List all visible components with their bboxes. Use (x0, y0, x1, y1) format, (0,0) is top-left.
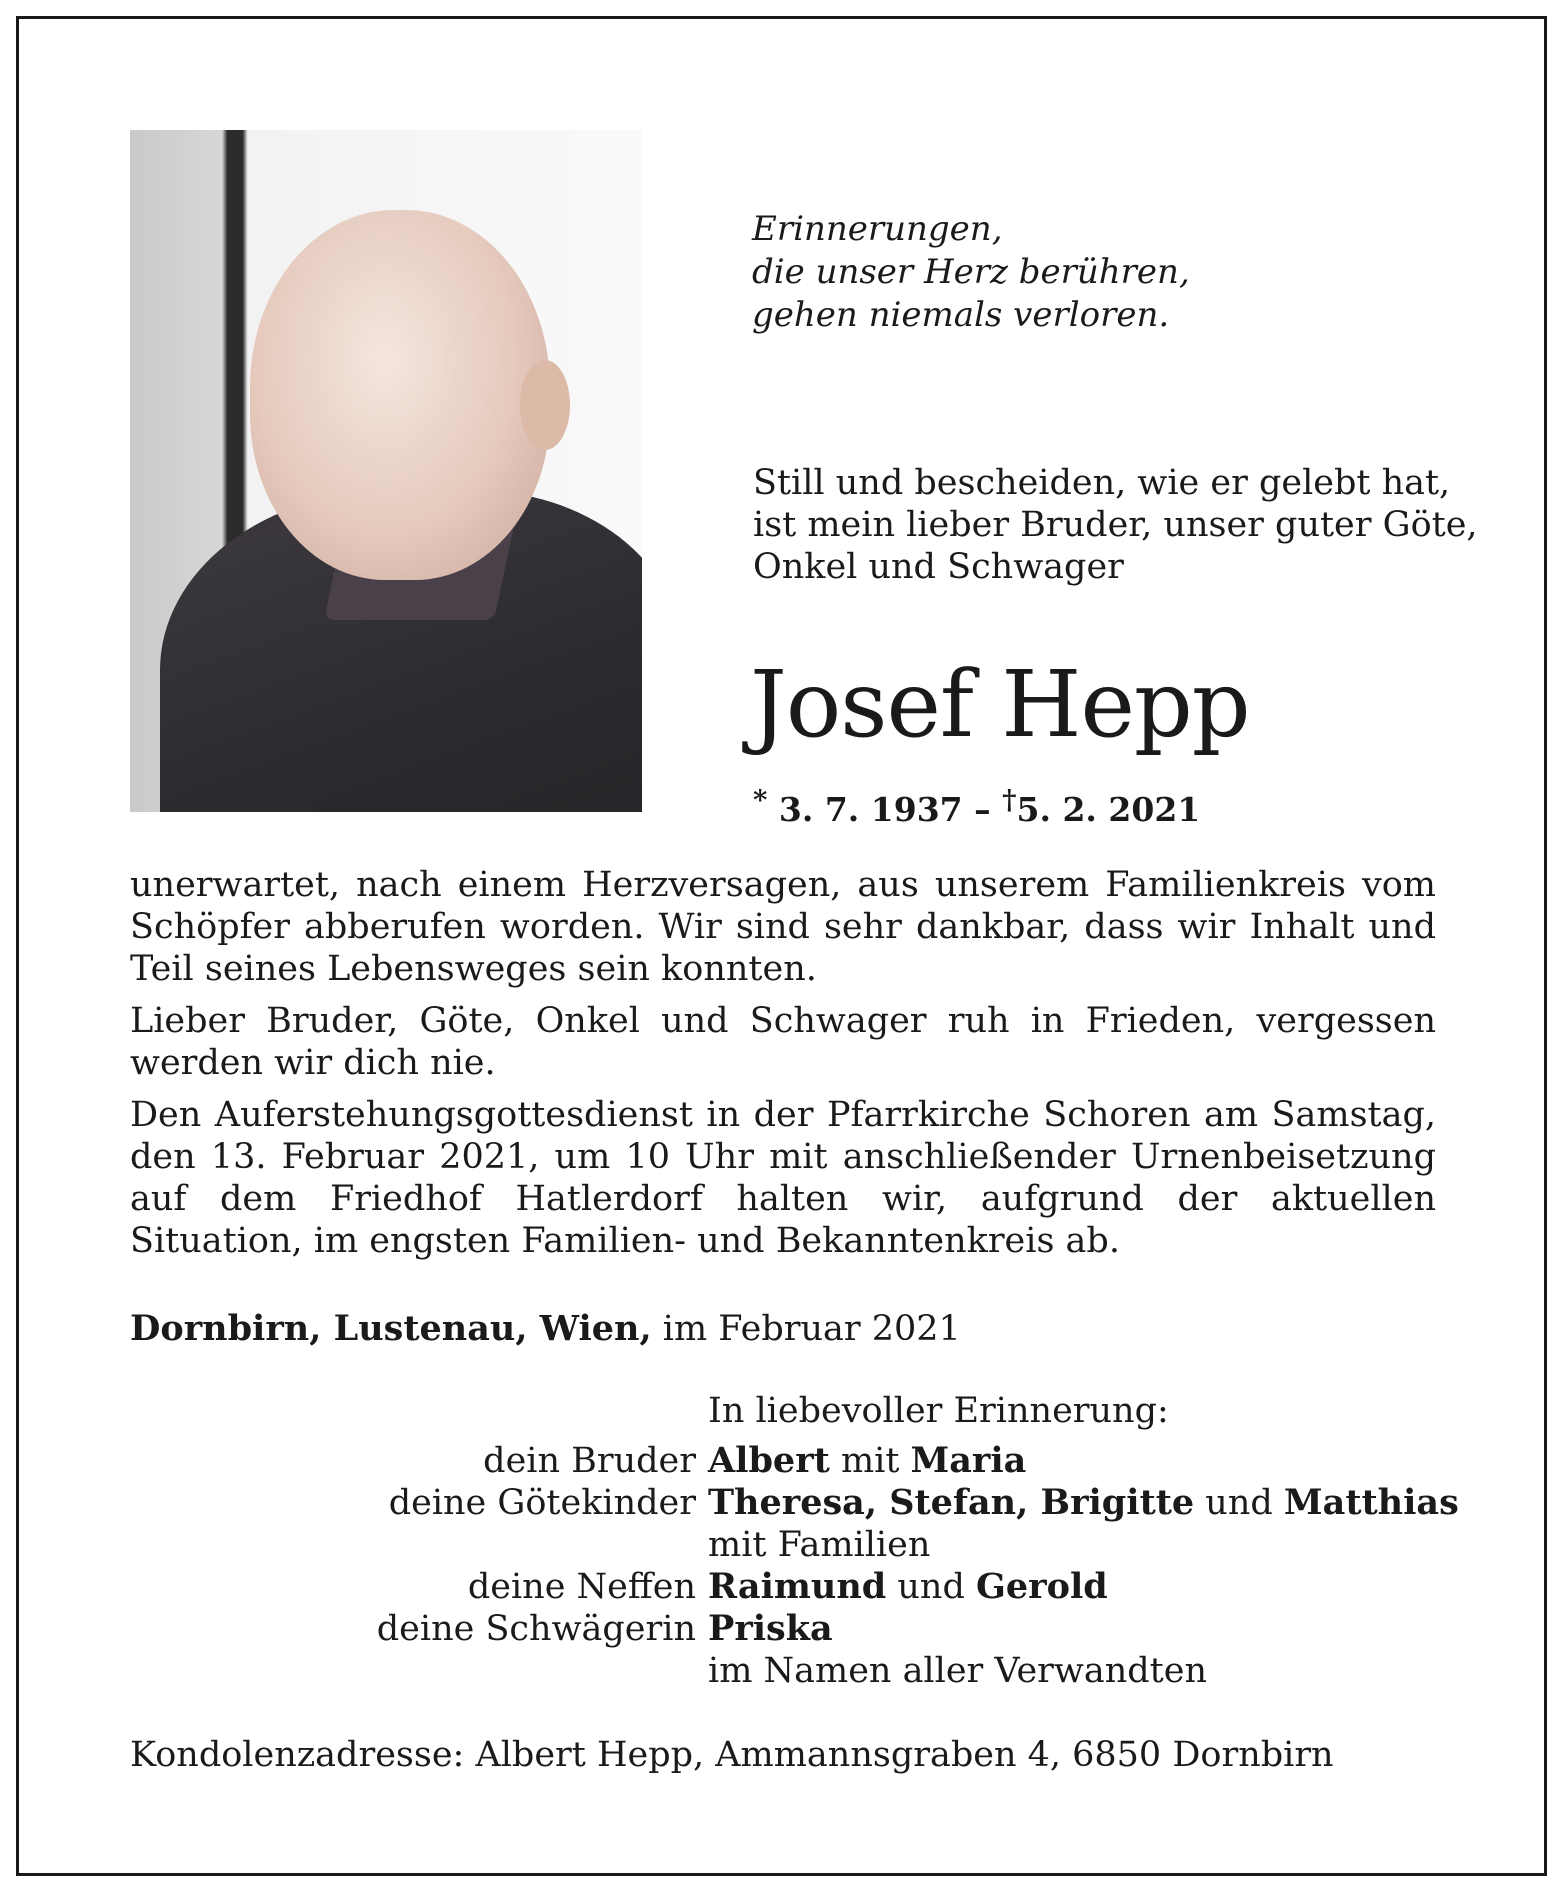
family-names (708, 1440, 1459, 1482)
intro-line: Still und bescheiden, wie er gelebt hat, (753, 463, 1451, 503)
family-names (708, 1608, 1459, 1650)
condolence-address: Kondolenzadresse: Albert Hepp, Ammannsgraben 4, 6850 Dornbirn (130, 1735, 1334, 1775)
relation-label-empty (130, 1650, 708, 1692)
family-row (130, 1482, 1459, 1524)
relation-label: deine Schwägerin (376, 1609, 696, 1649)
relation-label: deine Götekinder (388, 1483, 696, 1523)
place-date-line (130, 1308, 961, 1350)
family-closing: im Namen aller Verwandten (708, 1651, 1207, 1691)
family-name: Gerold (976, 1566, 1108, 1607)
family-row (130, 1440, 1459, 1482)
family-name: Priska (708, 1608, 833, 1649)
family-name: Raimund (708, 1566, 887, 1607)
death-symbol: † (1002, 784, 1017, 816)
death-date: 5. 2. 2021 (1016, 790, 1201, 829)
family-note: mit Familien (708, 1525, 931, 1565)
portrait-head (250, 210, 550, 580)
family-name: Maria (910, 1440, 1027, 1481)
family-row (130, 1650, 1459, 1692)
family-name: Matthias (1283, 1482, 1459, 1523)
connector-text: mit (829, 1441, 911, 1481)
relation-label: deine Neffen (467, 1567, 696, 1607)
birth-date: 3. 7. 1937 (778, 790, 963, 829)
paragraph-farewell: Lieber Bruder, Göte, Onkel und Schwager ruh in Frieden, vergessen werden wir dich nie. (130, 1001, 1436, 1083)
paragraph-service: Den Auferstehungsgottesdienst in der Pfarrkirche Schoren am Samstag, den 13. Februar 2021, um 10 Uhr mit anschließender Urnenbeisetzung auf dem Friedhof Hatlerdorf halten wir, aufgrund der aktuellen Situation, im engsten Familien- und Bekanntenkreis ab. (130, 1095, 1436, 1261)
family-names (708, 1566, 1459, 1608)
portrait-photo (130, 130, 642, 812)
family-row (130, 1566, 1459, 1608)
intro-line: Onkel und Schwager (753, 547, 1124, 587)
quote-line: gehen niemals verloren. (752, 295, 1170, 335)
family-row (130, 1524, 1459, 1566)
family-row (130, 1608, 1459, 1650)
intro-text (753, 462, 1478, 588)
date-separator: – (974, 790, 991, 829)
life-dates (753, 780, 1200, 830)
birth-symbol: * (753, 784, 768, 816)
family-name: Albert (708, 1440, 830, 1481)
quote-line: Erinnerungen, (752, 209, 1003, 249)
family-name: Theresa, Stefan, Brigitte (708, 1482, 1195, 1523)
family-names (708, 1482, 1459, 1524)
intro-line: ist mein lieber Bruder, unser guter Göte, (753, 505, 1478, 545)
relation-label-empty (130, 1524, 708, 1566)
connector-text: und (886, 1567, 977, 1607)
memorial-quote (752, 208, 1190, 337)
connector-text: und (1194, 1483, 1284, 1523)
deceased-name: Josef Hepp (750, 651, 1250, 758)
quote-line: die unser Herz berühren, (752, 252, 1190, 292)
paragraph-passing: unerwartet, nach einem Herzversagen, aus unserem Familienkreis vom Schöpfer abberufen worden. Wir sind sehr dankbar, dass wir Inhalt und Teil seines Lebensweges sein konnten. (130, 865, 1436, 989)
memory-heading: In liebevoller Erinnerung: (708, 1391, 1169, 1431)
place-date: im Februar 2021 (651, 1309, 961, 1349)
family-list (130, 1440, 1459, 1692)
portrait-ear (520, 360, 570, 450)
relation-label: dein Bruder (483, 1441, 696, 1481)
place-towns: Dornbirn, Lustenau, Wien, (130, 1308, 652, 1349)
